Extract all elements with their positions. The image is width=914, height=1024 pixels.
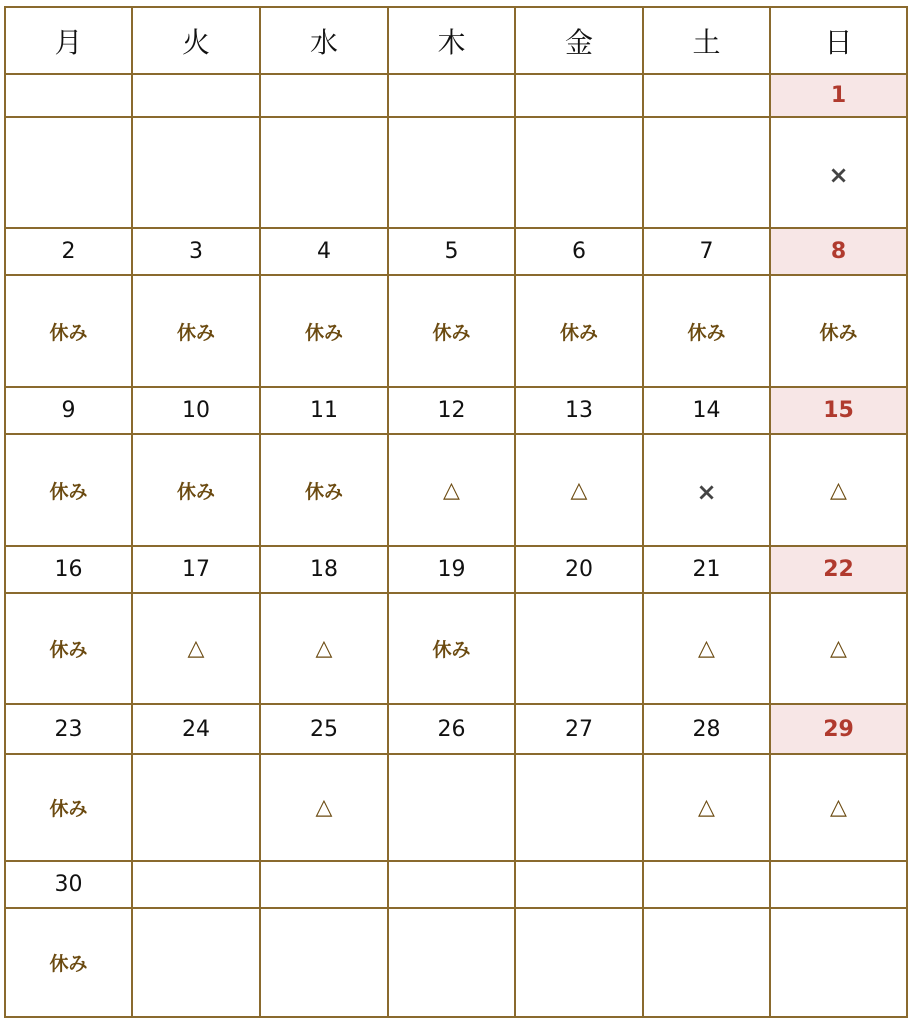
grid-line-horizontal (4, 703, 908, 705)
availability-mark: 休み (559, 321, 598, 344)
grid-line-vertical (514, 6, 516, 1018)
day-number (260, 861, 388, 908)
day-number: 12 (437, 398, 466, 423)
availability-status (132, 754, 260, 861)
availability-mark: 休み (304, 480, 343, 503)
availability-status (515, 908, 643, 1017)
availability-status (132, 593, 260, 704)
day-number: 14 (692, 398, 721, 423)
day-number: 23 (54, 716, 83, 742)
day-number (132, 74, 260, 117)
availability-status (643, 908, 770, 1017)
day-number: 20 (565, 557, 593, 582)
grid-line-horizontal (4, 274, 908, 276)
availability-mark: △ (698, 795, 715, 820)
availability-status (770, 434, 907, 546)
availability-status (5, 434, 132, 546)
grid-line-vertical (131, 6, 133, 1018)
availability-status (643, 275, 770, 387)
availability-status (388, 754, 515, 861)
day-number: 21 (692, 557, 721, 582)
availability-status (643, 754, 770, 861)
day-number: 2 (61, 239, 76, 264)
availability-mark: 休み (819, 321, 858, 344)
weekday-header: 火 (181, 25, 210, 59)
availability-mark: △ (570, 477, 588, 503)
day-number: 16 (54, 557, 83, 582)
availability-status (5, 908, 132, 1017)
availability-status (388, 275, 515, 387)
day-number: 6 (572, 239, 586, 264)
day-number: 26 (437, 716, 466, 742)
day-number: 18 (310, 557, 338, 582)
availability-status (260, 275, 388, 387)
availability-status (770, 117, 907, 228)
grid-line-horizontal (4, 386, 908, 388)
availability-status (770, 275, 907, 387)
day-number: 8 (770, 228, 907, 275)
availability-status (388, 593, 515, 704)
day-number: 19 (437, 557, 466, 582)
day-number: 30 (54, 872, 83, 897)
availability-mark: △ (830, 795, 847, 820)
availability-status (5, 275, 132, 387)
grid-line-horizontal (4, 1016, 908, 1018)
availability-status (260, 434, 388, 546)
availability-status (132, 275, 260, 387)
day-number: 15 (770, 387, 907, 434)
grid-line-horizontal (4, 6, 908, 8)
grid-line-horizontal (4, 592, 908, 594)
availability-status (515, 754, 643, 861)
grid-line-horizontal (4, 227, 908, 229)
availability-status (260, 754, 388, 861)
grid-line-vertical (4, 6, 6, 1018)
day-number: 25 (310, 716, 338, 742)
availability-mark: △ (315, 795, 333, 820)
day-number (388, 861, 515, 908)
availability-status (515, 593, 643, 704)
availability-mark: △ (315, 636, 333, 661)
weekday-header: 月 (54, 25, 83, 59)
weekday-header: 土 (692, 25, 721, 59)
day-number (643, 74, 770, 117)
availability-status (515, 117, 643, 228)
grid-line-horizontal (4, 907, 908, 909)
availability-status (770, 908, 907, 1017)
day-number (260, 74, 388, 117)
day-number: 1 (770, 74, 907, 117)
day-number (515, 74, 643, 117)
availability-status (770, 593, 907, 704)
availability-mark: × (828, 160, 849, 189)
availability-mark: 休み (49, 953, 88, 975)
availability-mark: △ (830, 477, 847, 503)
day-number: 7 (699, 239, 714, 264)
weekday-header: 日 (824, 25, 853, 59)
availability-mark: △ (698, 636, 715, 661)
day-number (388, 74, 515, 117)
weekday-header: 木 (437, 25, 466, 59)
availability-status (5, 754, 132, 861)
day-number: 27 (565, 716, 593, 742)
day-number: 9 (61, 398, 76, 423)
availability-status (132, 117, 260, 228)
availability-calendar (5, 7, 907, 1017)
availability-status (643, 593, 770, 704)
availability-mark: 休み (176, 321, 215, 344)
grid-line-vertical (769, 6, 771, 1018)
availability-status (643, 434, 770, 546)
availability-status (388, 117, 515, 228)
availability-status (260, 593, 388, 704)
availability-mark: 休み (49, 798, 88, 820)
grid-line-horizontal (4, 116, 908, 118)
weekday-header: 金 (564, 25, 593, 59)
availability-status (770, 754, 907, 861)
availability-mark: 休み (304, 321, 343, 344)
availability-status (643, 117, 770, 228)
grid-line-horizontal (4, 545, 908, 547)
availability-mark: × (696, 478, 717, 506)
day-number: 11 (310, 398, 338, 423)
day-number (770, 861, 907, 908)
day-number: 17 (182, 557, 210, 582)
day-number: 24 (182, 716, 210, 742)
day-number: 29 (770, 704, 907, 754)
availability-status (388, 434, 515, 546)
grid-line-vertical (642, 6, 644, 1018)
availability-status (515, 434, 643, 546)
day-number: 4 (317, 239, 331, 264)
availability-mark: 休み (49, 480, 88, 503)
availability-mark: △ (830, 636, 847, 661)
availability-mark: 休み (432, 639, 471, 661)
day-number (132, 861, 260, 908)
weekday-header: 水 (309, 25, 338, 59)
day-number: 3 (189, 239, 203, 264)
day-number: 13 (565, 398, 593, 423)
grid-line-vertical (387, 6, 389, 1018)
day-number (643, 861, 770, 908)
grid-line-horizontal (4, 73, 908, 75)
availability-status (388, 908, 515, 1017)
day-number (515, 861, 643, 908)
grid-line-horizontal (4, 753, 908, 755)
day-number: 22 (770, 546, 907, 593)
availability-status (132, 908, 260, 1017)
availability-mark: △ (187, 636, 205, 661)
availability-status (132, 434, 260, 546)
availability-status (260, 117, 388, 228)
availability-mark: 休み (176, 480, 215, 503)
day-number: 5 (444, 239, 459, 264)
availability-mark: △ (443, 477, 460, 503)
grid-line-horizontal (4, 860, 908, 862)
grid-line-horizontal (4, 433, 908, 435)
availability-status (515, 275, 643, 387)
day-number: 28 (692, 716, 721, 742)
grid-line-vertical (906, 6, 908, 1018)
availability-mark: 休み (687, 321, 726, 344)
availability-mark: 休み (432, 321, 471, 344)
availability-status (5, 593, 132, 704)
day-number (5, 74, 132, 117)
availability-mark: 休み (49, 321, 88, 344)
availability-status (260, 908, 388, 1017)
availability-mark: 休み (49, 639, 88, 661)
availability-status (5, 117, 132, 228)
day-number: 10 (182, 398, 210, 423)
grid-line-vertical (259, 6, 261, 1018)
